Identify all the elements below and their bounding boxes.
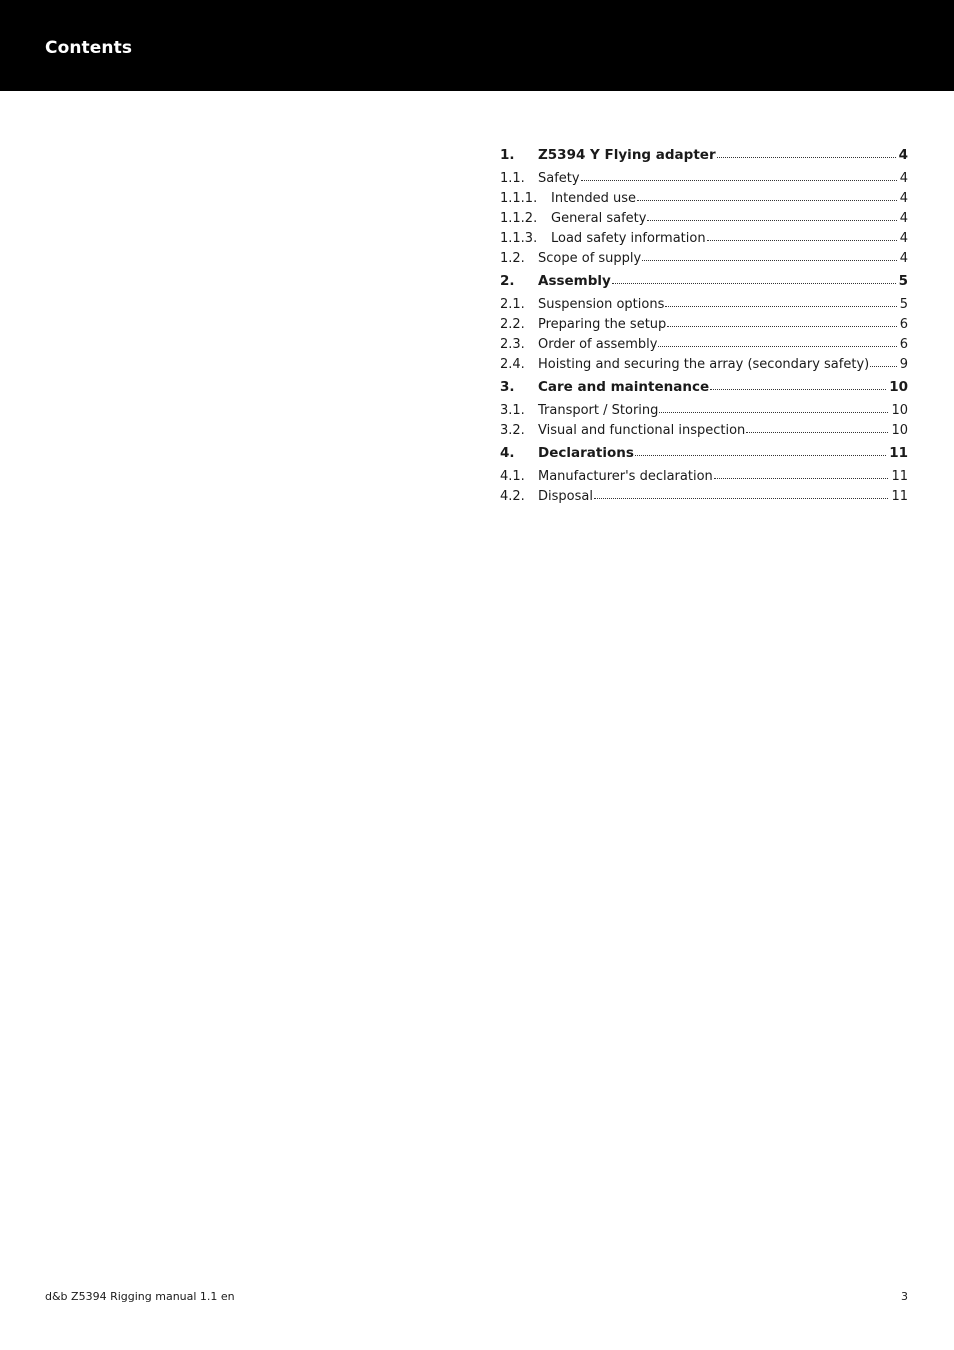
- toc-entry-title: Care and maintenance: [538, 379, 710, 395]
- dot-leader: [665, 294, 896, 308]
- toc-entry-title: Hoisting and securing the array (secondary safety): [538, 357, 870, 372]
- footer-document-label: d&b Z5394 Rigging manual 1.1 en: [45, 1290, 235, 1303]
- toc-entry-page: 6: [899, 337, 908, 352]
- toc-entry-title: Suspension options: [538, 297, 665, 312]
- table-of-contents: [500, 143, 908, 506]
- dot-leader: [612, 271, 896, 285]
- toc-entry-title: Order of assembly: [538, 337, 658, 352]
- toc-entry-page: 9: [899, 357, 908, 372]
- toc-entry-title: Load safety information: [551, 231, 706, 246]
- toc-entry-title: Preparing the setup: [538, 317, 667, 332]
- toc-entry-title: Declarations: [538, 445, 634, 461]
- toc-entry-number: 2.4.: [500, 357, 525, 372]
- dot-leader: [710, 377, 886, 391]
- toc-entry-title: Intended use: [551, 191, 637, 206]
- toc-entry-number: 1.1.: [500, 171, 525, 186]
- toc-entry-title: Scope of supply: [538, 251, 642, 266]
- toc-entry-page: 4: [899, 191, 908, 206]
- toc-entry-page: 11: [891, 469, 908, 484]
- toc-entry-number: 3.: [500, 379, 515, 395]
- dot-leader: [667, 314, 896, 328]
- dot-leader: [647, 208, 896, 222]
- dot-leader: [714, 466, 889, 480]
- toc-entry-title: Z5394 Y Flying adapter: [538, 147, 716, 163]
- dot-leader: [870, 354, 897, 368]
- toc-entry-number: 2.1.: [500, 297, 525, 312]
- toc-entry-number: 2.2.: [500, 317, 525, 332]
- toc-entry-title: Manufacturer's declaration: [538, 469, 713, 484]
- toc-entry-page: 4: [899, 251, 908, 266]
- dot-leader: [635, 443, 886, 457]
- toc-entry-number: 1.: [500, 147, 515, 163]
- toc-entry-page: 4: [899, 211, 908, 226]
- toc-entry-number: 3.2.: [500, 423, 525, 438]
- dot-leader: [717, 145, 896, 159]
- dot-leader: [707, 228, 897, 242]
- dot-leader: [637, 188, 897, 202]
- dot-leader: [659, 400, 888, 414]
- toc-entry-page: 11: [891, 489, 908, 504]
- toc-entry-title: Disposal: [538, 489, 593, 504]
- toc-entry-title: Safety: [538, 171, 580, 186]
- toc-entry[interactable]: [500, 354, 908, 374]
- toc-entry[interactable]: [500, 248, 908, 268]
- toc-entry[interactable]: [500, 294, 908, 314]
- toc-entry-number: 2.3.: [500, 337, 525, 352]
- toc-entry[interactable]: [500, 466, 908, 486]
- toc-entry-page: 4: [898, 147, 908, 163]
- dot-leader: [642, 248, 896, 262]
- toc-entry[interactable]: [500, 486, 908, 506]
- dot-leader: [581, 168, 897, 182]
- toc-entry-number: 1.1.2.: [500, 211, 538, 226]
- toc-entry-title: Assembly: [538, 273, 611, 289]
- dot-leader: [658, 334, 896, 348]
- toc-entry[interactable]: [500, 375, 908, 400]
- toc-entry[interactable]: [500, 334, 908, 354]
- toc-entry[interactable]: [500, 314, 908, 334]
- toc-entry-page: 4: [899, 171, 908, 186]
- toc-entry-title: Visual and functional inspection: [538, 423, 746, 438]
- toc-entry-page: 10: [889, 379, 908, 395]
- toc-entry[interactable]: [500, 168, 908, 188]
- toc-entry-number: 4.2.: [500, 489, 525, 504]
- toc-entry-number: 2.: [500, 273, 515, 289]
- toc-entry-number: 4.1.: [500, 469, 525, 484]
- toc-entry[interactable]: [500, 188, 908, 208]
- toc-entry-number: 1.1.1.: [500, 191, 538, 206]
- toc-entry-page: 6: [899, 317, 908, 332]
- footer-page-number: 3: [901, 1290, 908, 1303]
- dot-leader: [594, 486, 889, 500]
- page-title: Contents: [45, 38, 133, 58]
- toc-entry[interactable]: [500, 420, 908, 440]
- toc-entry[interactable]: [500, 269, 908, 294]
- header-bar: [0, 0, 954, 91]
- toc-entry-title: Transport / Storing: [538, 403, 659, 418]
- toc-entry-page: 11: [889, 445, 908, 461]
- toc-entry-number: 1.1.3.: [500, 231, 538, 246]
- toc-entry[interactable]: [500, 228, 908, 248]
- toc-entry-number: 3.1.: [500, 403, 525, 418]
- toc-entry-number: 1.2.: [500, 251, 525, 266]
- toc-entry[interactable]: [500, 441, 908, 466]
- toc-entry-page: 4: [899, 231, 908, 246]
- dot-leader: [746, 420, 888, 434]
- toc-entry[interactable]: [500, 208, 908, 228]
- toc-entry[interactable]: [500, 400, 908, 420]
- toc-entry-number: 4.: [500, 445, 515, 461]
- toc-entry-page: 10: [891, 423, 908, 438]
- toc-entry-page: 5: [899, 297, 908, 312]
- toc-entry-title: General safety: [551, 211, 647, 226]
- toc-entry-page: 5: [898, 273, 908, 289]
- toc-entry-page: 10: [891, 403, 908, 418]
- toc-entry[interactable]: [500, 143, 908, 168]
